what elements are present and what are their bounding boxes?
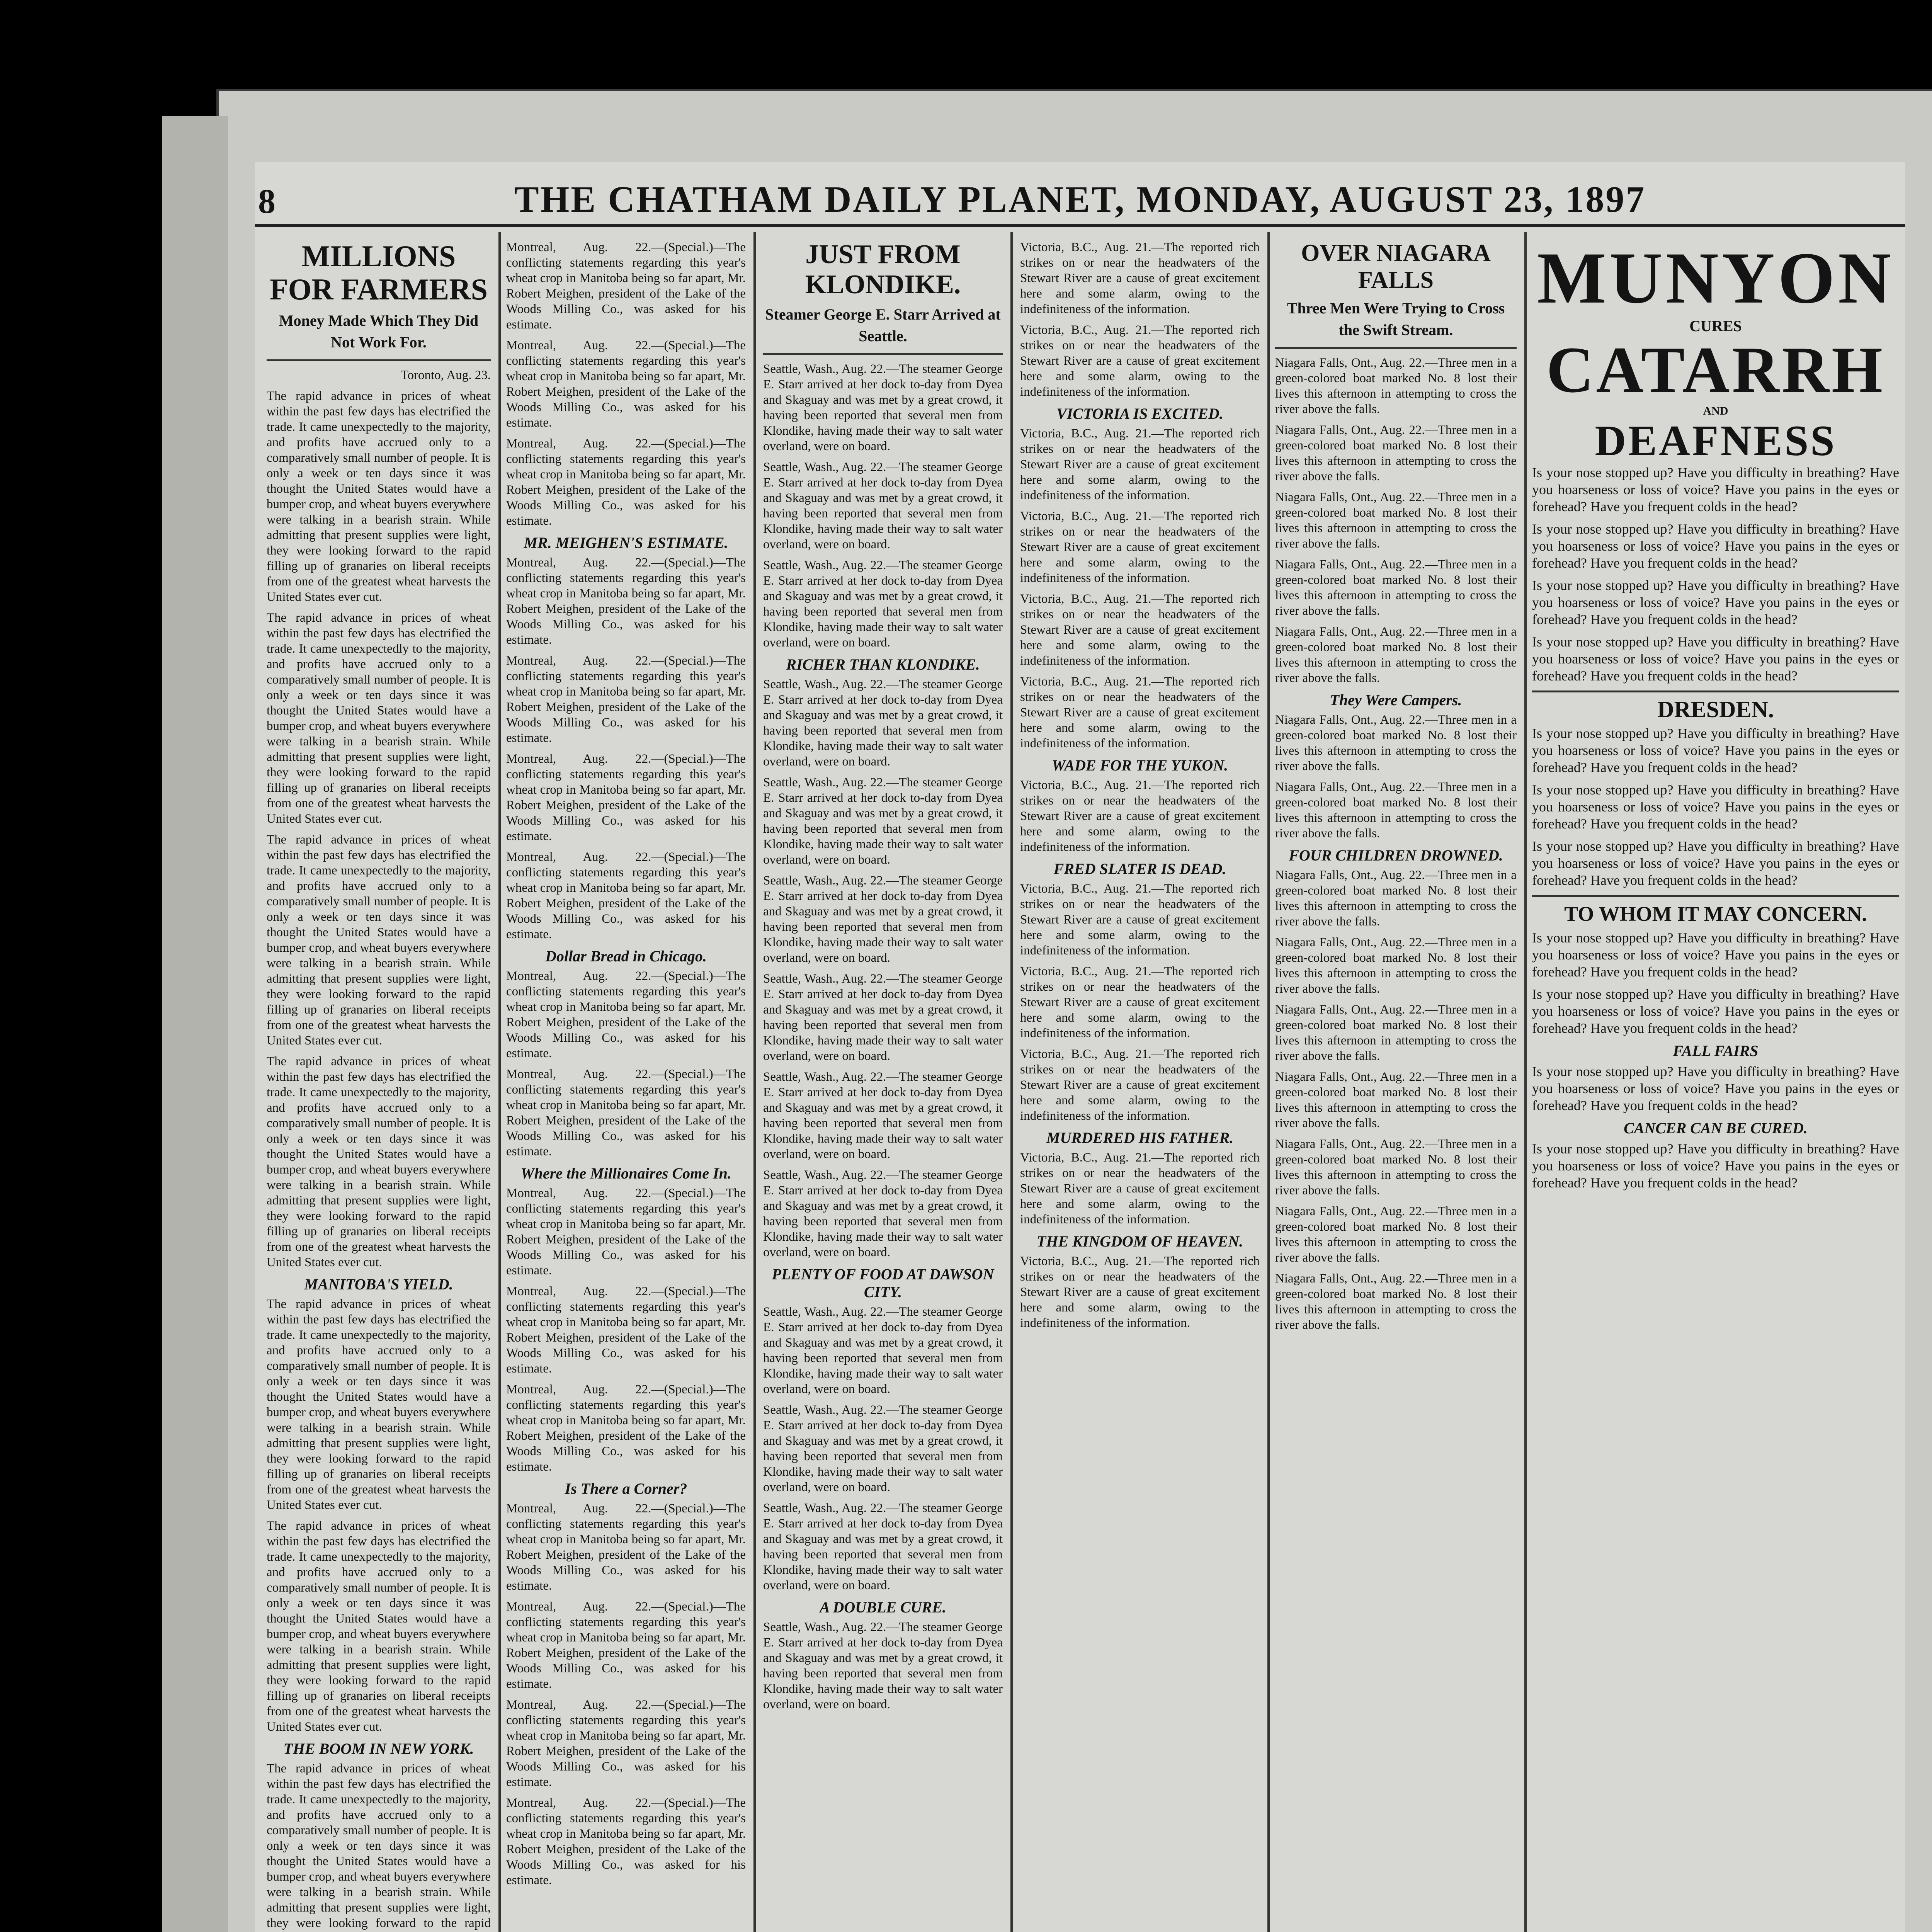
article-body: Seattle, Wash., Aug. 22.—The steamer George E. Starr arrived at her dock to-day from Dyea and Skaguay and was met by a great crowd, it having been reported that several men from Klondike, having made their way to salt water overland, were on board. bbox=[763, 1168, 1003, 1259]
article-body: Montreal, Aug. 22.—(Special.)—The conflicting statements regarding this year's wheat crop in Manitoba being so far apart, Mr. Robert Meighen, president of the Lake of the Woods Milling Co., was asked for his estimate. bbox=[506, 437, 746, 528]
subhead: Three Men Were Trying to Cross the Swift Stream. bbox=[1287, 299, 1505, 338]
column-4 bbox=[1020, 240, 1260, 1932]
article-body: Is your nose stopped up? Have you difficulty in breathing? Have you hoarseness or loss of voice? Have you pains in the eyes or forehead? Have you frequent colds in the head? bbox=[1532, 838, 1899, 888]
article-body: Montreal, Aug. 22.—(Special.)—The conflicting statements regarding this year's wheat crop in Manitoba being so far apart, Mr. Robert Meighen, president of the Lake of the Woods Milling Co., was asked for his estimate. bbox=[506, 1698, 746, 1789]
article-body: The rapid advance in prices of wheat within the past few days has electrified the trade. It came unexpectedly to the majority, and profits have accrued only to a comparatively small number of people. It is only a week or ten days since it was thought the United States would have a bumper crop, and wheat buyers everywhere were talking in a bearish strain. While admitting that present supplies were light, they were looking forward to the rapid filling up of granaries on liberal receipts from one of the greatest wheat harvests the United States ever cut. bbox=[267, 611, 491, 826]
article-body: Montreal, Aug. 22.—(Special.)—The conflicting statements regarding this year's wheat crop in Manitoba being so far apart, Mr. Robert Meighen, president of the Lake of the Woods Milling Co., was asked for his estimate. bbox=[506, 969, 746, 1060]
article-body: Niagara Falls, Ont., Aug. 22.—Three men in a green-colored boat marked No. 8 lost their lives this afternoon in attempting to cross the river above the falls. bbox=[1275, 423, 1517, 483]
section-heading: Is There a Corner? bbox=[565, 1480, 687, 1497]
article-body: Victoria, B.C., Aug. 21.—The reported rich strikes on or near the headwaters of the Stewart River are a cause of great excitement here and some alarm, owing to the indefiniteness of the information. bbox=[1020, 882, 1260, 957]
article-body: Victoria, B.C., Aug. 21.—The reported rich strikes on or near the headwaters of the Stewart River are a cause of great excitement here and some alarm, owing to the indefiniteness of the information. bbox=[1020, 592, 1260, 668]
article-body: Seattle, Wash., Aug. 22.—The steamer George E. Starr arrived at her dock to-day from Dyea and Skaguay and was met by a great crowd, it having been reported that several men from Klondike, having made their way to salt water overland, were on board. bbox=[763, 677, 1003, 769]
section-heading: Where the Millionaires Come In. bbox=[520, 1165, 731, 1182]
section-heading: RICHER THAN KLONDIKE. bbox=[786, 656, 980, 673]
article-body: Montreal, Aug. 22.—(Special.)—The conflicting statements regarding this year's wheat crop in Manitoba being so far apart, Mr. Robert Meighen, president of the Lake of the Woods Milling Co., was asked for his estimate. bbox=[506, 1067, 746, 1158]
article-body: Montreal, Aug. 22.—(Special.)—The conflicting statements regarding this year's wheat crop in Manitoba being so far apart, Mr. Robert Meighen, president of the Lake of the Woods Milling Co., was asked for his estimate. bbox=[506, 240, 746, 332]
article-body: The rapid advance in prices of wheat within the past few days has electrified the trade. It came unexpectedly to the majority, and profits have accrued only to a comparatively small number of people. It is only a week or ten days since it was thought the United States would have a bumper crop, and wheat buyers everywhere were talking in a bearish strain. While admitting that present supplies were light, they were looking forward to the rapid filling up of granaries on liberal receipts from one of the greatest wheat harvests the United States ever cut. bbox=[267, 1297, 491, 1512]
article-body: Niagara Falls, Ont., Aug. 22.—Three men in a green-colored boat marked No. 8 lost their lives this afternoon in attempting to cross the river above the falls. bbox=[1275, 356, 1517, 416]
article-body: Seattle, Wash., Aug. 22.—The steamer George E. Starr arrived at her dock to-day from Dyea and Skaguay and was met by a great crowd, it having been reported that several men from Klondike, having made their way to salt water overland, were on board. bbox=[763, 1070, 1003, 1161]
column-rule bbox=[498, 232, 501, 1932]
munyon-and: AND bbox=[1703, 405, 1728, 417]
ad-body: Is your nose stopped up? Have you difficulty in breathing? Have you hoarseness or loss of voice? Have you pains in the eyes or forehead? Have you frequent colds in the head? bbox=[1532, 578, 1899, 627]
section-heading: A DOUBLE CURE. bbox=[820, 1599, 946, 1616]
article-body: Is your nose stopped up? Have you difficulty in breathing? Have you hoarseness or loss of voice? Have you pains in the eyes or forehead? Have you frequent colds in the head? bbox=[1532, 726, 1899, 775]
article-body: Seattle, Wash., Aug. 22.—The steamer George E. Starr arrived at her dock to-day from Dyea and Skaguay and was met by a great crowd, it having been reported that several men from Klondike, having made their way to salt water overland, were on board. bbox=[763, 874, 1003, 965]
article-body: Victoria, B.C., Aug. 21.—The reported rich strikes on or near the headwaters of the Stewart River are a cause of great excitement here and some alarm, owing to the indefiniteness of the information. bbox=[1020, 1047, 1260, 1123]
page-edge-left bbox=[162, 116, 228, 1932]
article-body: Seattle, Wash., Aug. 22.—The steamer George E. Starr arrived at her dock to-day from Dyea and Skaguay and was met by a great crowd, it having been reported that several men from Klondike, having made their way to salt water overland, were on board. bbox=[763, 776, 1003, 867]
article-body: Niagara Falls, Ont., Aug. 22.—Three men in a green-colored boat marked No. 8 lost their lives this afternoon in attempting to cross the river above the falls. bbox=[1275, 1070, 1517, 1130]
divider bbox=[1275, 347, 1517, 349]
headline: MILLIONS FOR FARMERS bbox=[269, 240, 488, 306]
section-heading: THE KINGDOM OF HEAVEN. bbox=[1036, 1233, 1243, 1250]
article-body: Seattle, Wash., Aug. 22.—The steamer George E. Starr arrived at her dock to-day from Dyea and Skaguay and was met by a great crowd, it having been reported that several men from Klondike, having made their way to salt water overland, were on board. bbox=[763, 558, 1003, 650]
subhead: Money Made Which They Did Not Work For. bbox=[279, 312, 479, 351]
section-heading: MR. MEIGHEN'S ESTIMATE. bbox=[524, 534, 728, 551]
section-heading: Dollar Bread in Chicago. bbox=[545, 947, 707, 965]
article-body: The rapid advance in prices of wheat within the past few days has electrified the trade. It came unexpectedly to the majority, and profits have accrued only to a comparatively small number of people. It is only a week or ten days since it was thought the United States would have a bumper crop, and wheat buyers everywhere were talking in a bearish strain. While admitting that present supplies were light, they were looking forward to the rapid filling up of granaries on liberal receipts from one of the greatest wheat harvests the United States ever cut. bbox=[267, 1054, 491, 1269]
article-body: Victoria, B.C., Aug. 21.—The reported rich strikes on or near the headwaters of the Stewart River are a cause of great excitement here and some alarm, owing to the indefiniteness of the information. bbox=[1020, 240, 1260, 316]
article-body: The rapid advance in prices of wheat within the past few days has electrified the trade. It came unexpectedly to the majority, and profits have accrued only to a comparatively small number of people. It is only a week or ten days since it was thought the United States would have a bumper crop, and wheat buyers everywhere were talking in a bearish strain. While admitting that present supplies were light, they were looking forward to the rapid filling up of granaries on liberal receipts from one of the greatest wheat harvests the United States ever cut. bbox=[267, 833, 491, 1048]
divider bbox=[1532, 690, 1899, 692]
ad-body: Is your nose stopped up? Have you difficulty in breathing? Have you hoarseness or loss of voice? Have you pains in the eyes or forehead? Have you frequent colds in the head? bbox=[1532, 465, 1899, 514]
article-body: Seattle, Wash., Aug. 22.—The steamer George E. Starr arrived at her dock to-day from Dyea and Skaguay and was met by a great crowd, it having been reported that several men from Klondike, having made their way to salt water overland, were on board. bbox=[763, 460, 1003, 551]
article-body: Victoria, B.C., Aug. 21.—The reported rich strikes on or near the headwaters of the Stewart River are a cause of great excitement here and some alarm, owing to the indefiniteness of the information. bbox=[1020, 1254, 1260, 1330]
section-heading: TO WHOM IT MAY CONCERN. bbox=[1564, 902, 1867, 925]
article-body: Victoria, B.C., Aug. 21.—The reported rich strikes on or near the headwaters of the Stewart River are a cause of great excitement here and some alarm, owing to the indefiniteness of the information. bbox=[1020, 427, 1260, 502]
article-body: Niagara Falls, Ont., Aug. 22.—Three men in a green-colored boat marked No. 8 lost their lives this afternoon in attempting to cross the river above the falls. bbox=[1275, 625, 1517, 685]
article-body: Montreal, Aug. 22.—(Special.)—The conflicting statements regarding this year's wheat crop in Manitoba being so far apart, Mr. Robert Meighen, president of the Lake of the Woods Milling Co., was asked for his estimate. bbox=[506, 556, 746, 647]
section-heading: WADE FOR THE YUKON. bbox=[1051, 757, 1228, 774]
article-body: Is your nose stopped up? Have you difficulty in breathing? Have you hoarseness or loss of voice? Have you pains in the eyes or forehead? Have you frequent colds in the head? bbox=[1532, 986, 1899, 1036]
column-rule bbox=[1524, 232, 1527, 1932]
article-body: Victoria, B.C., Aug. 21.—The reported rich strikes on or near the headwaters of the Stewart River are a cause of great excitement here and some alarm, owing to the indefiniteness of the information. bbox=[1020, 675, 1260, 750]
munyon-catarrh: CATARRH bbox=[1546, 333, 1885, 406]
article-body: Montreal, Aug. 22.—(Special.)—The conflicting statements regarding this year's wheat crop in Manitoba being so far apart, Mr. Robert Meighen, president of the Lake of the Woods Milling Co., was asked for his estimate. bbox=[506, 850, 746, 941]
section-heading: FRED SLATER IS DEAD. bbox=[1053, 860, 1226, 878]
subhead: Steamer George E. Starr Arrived at Seattle. bbox=[765, 306, 1001, 345]
divider bbox=[1532, 895, 1899, 897]
column-rule bbox=[753, 232, 756, 1932]
section-heading: FALL FAIRS bbox=[1673, 1042, 1759, 1060]
article-body: Montreal, Aug. 22.—(Special.)—The conflicting statements regarding this year's wheat crop in Manitoba being so far apart, Mr. Robert Meighen, president of the Lake of the Woods Milling Co., was asked for his estimate. bbox=[506, 338, 746, 430]
section-heading: PLENTY OF FOOD AT DAWSON CITY. bbox=[772, 1265, 994, 1301]
article-body: Montreal, Aug. 22.—(Special.)—The conflicting statements regarding this year's wheat crop in Manitoba being so far apart, Mr. Robert Meighen, president of the Lake of the Woods Milling Co., was asked for his estimate. bbox=[506, 1383, 746, 1474]
dateline: Toronto, Aug. 23. bbox=[400, 368, 491, 382]
article-body: Seattle, Wash., Aug. 22.—The steamer George E. Starr arrived at her dock to-day from Dyea and Skaguay and was met by a great crowd, it having been reported that several men from Klondike, having made their way to salt water overland, were on board. bbox=[763, 972, 1003, 1063]
article-body: Montreal, Aug. 22.—(Special.)—The conflicting statements regarding this year's wheat crop in Manitoba being so far apart, Mr. Robert Meighen, president of the Lake of the Woods Milling Co., was asked for his estimate. bbox=[506, 654, 746, 745]
section-heading: CANCER CAN BE CURED. bbox=[1624, 1119, 1808, 1137]
column-6 bbox=[1532, 240, 1899, 1932]
article-body: Niagara Falls, Ont., Aug. 22.—Three men in a green-colored boat marked No. 8 lost their lives this afternoon in attempting to cross the river above the falls. bbox=[1275, 1204, 1517, 1265]
headline: JUST FROM KLONDIKE. bbox=[805, 240, 961, 299]
section-heading: FOUR CHILDREN DROWNED. bbox=[1289, 847, 1503, 864]
article-body: Is your nose stopped up? Have you difficulty in breathing? Have you hoarseness or loss of voice? Have you pains in the eyes or forehead? Have you frequent colds in the head? bbox=[1532, 1141, 1899, 1190]
article-body: Victoria, B.C., Aug. 21.—The reported rich strikes on or near the headwaters of the Stewart River are a cause of great excitement here and some alarm, owing to the indefiniteness of the information. bbox=[1020, 964, 1260, 1040]
page-number: 8 bbox=[258, 182, 276, 221]
article-body: Seattle, Wash., Aug. 22.—The steamer George E. Starr arrived at her dock to-day from Dyea and Skaguay and was met by a great crowd, it having been reported that several men from Klondike, having made their way to salt water overland, were on board. bbox=[763, 1305, 1003, 1396]
section-heading: THE BOOM IN NEW YORK. bbox=[283, 1740, 474, 1757]
column-5 bbox=[1275, 240, 1517, 1932]
article-body: The rapid advance in prices of wheat within the past few days has electrified the trade. It came unexpectedly to the majority, and profits have accrued only to a comparatively small number of people. It is only a week or ten days since it was thought the United States would have a bumper crop, and wheat buyers everywhere were talking in a bearish strain. While admitting that present supplies were light, they were looking forward to the rapid filling up of granaries on liberal receipts from one of the greatest wheat harvests the United States ever cut. bbox=[267, 1519, 491, 1734]
article-body: Montreal, Aug. 22.—(Special.)—The conflicting statements regarding this year's wheat crop in Manitoba being so far apart, Mr. Robert Meighen, president of the Lake of the Woods Milling Co., was asked for his estimate. bbox=[506, 1502, 746, 1593]
article-body: The rapid advance in prices of wheat within the past few days has electrified the trade. It came unexpectedly to the majority, and profits have accrued only to a comparatively small number of people. It is only a week or ten days since it was thought the United States would have a bumper crop, and wheat buyers everywhere were talking in a bearish strain. While admitting that present supplies were light, they were looking forward to the rapid filling up of granaries on liberal receipts from one of the greatest wheat harvests the United States ever cut. bbox=[267, 389, 491, 604]
article-body: Niagara Falls, Ont., Aug. 22.—Three men in a green-colored boat marked No. 8 lost their lives this afternoon in attempting to cross the river above the falls. bbox=[1275, 490, 1517, 551]
article-body: Victoria, B.C., Aug. 21.—The reported rich strikes on or near the headwaters of the Stewart River are a cause of great excitement here and some alarm, owing to the indefiniteness of the information. bbox=[1020, 509, 1260, 585]
article-body: Niagara Falls, Ont., Aug. 22.—Three men in a green-colored boat marked No. 8 lost their lives this afternoon in attempting to cross the river above the falls. bbox=[1275, 935, 1517, 996]
article-body: Montreal, Aug. 22.—(Special.)—The conflicting statements regarding this year's wheat crop in Manitoba being so far apart, Mr. Robert Meighen, president of the Lake of the Woods Milling Co., was asked for his estimate. bbox=[506, 752, 746, 843]
article-body: Niagara Falls, Ont., Aug. 22.—Three men in a green-colored boat marked No. 8 lost their lives this afternoon in attempting to cross the river above the falls. bbox=[1275, 713, 1517, 773]
munyon-ad-title: MUNYON bbox=[1537, 240, 1894, 319]
headline: OVER NIAGARA FALLS bbox=[1301, 240, 1491, 293]
article-body: Niagara Falls, Ont., Aug. 22.—Three men in a green-colored boat marked No. 8 lost their lives this afternoon in attempting to cross the river above the falls. bbox=[1275, 1003, 1517, 1063]
article-body: Montreal, Aug. 22.—(Special.)—The conflicting statements regarding this year's wheat crop in Manitoba being so far apart, Mr. Robert Meighen, president of the Lake of the Woods Milling Co., was asked for his estimate. bbox=[506, 1600, 746, 1691]
section-heading: DRESDEN. bbox=[1657, 697, 1774, 722]
article-body: Seattle, Wash., Aug. 22.—The steamer George E. Starr arrived at her dock to-day from Dyea and Skaguay and was met by a great crowd, it having been reported that several men from Klondike, having made their way to salt water overland, were on board. bbox=[763, 1501, 1003, 1592]
masthead-title: THE CHATHAM DAILY PLANET, MONDAY, AUGUST 23, 1897 bbox=[514, 179, 1646, 220]
munyon-deafness: DEAFNESS bbox=[1595, 417, 1837, 465]
article-body: The rapid advance in prices of wheat within the past few days has electrified the trade. It came unexpectedly to the majority, and profits have accrued only to a comparatively small number of people. It is only a week or ten days since it was thought the United States would have a bumper crop, and wheat buyers everywhere were talking in a bearish strain. While admitting that present supplies were light, they were looking forward to the rapid bbox=[267, 1762, 491, 1930]
ad-body: Is your nose stopped up? Have you difficulty in breathing? Have you hoarseness or loss of voice? Have you pains in the eyes or forehead? Have you frequent colds in the head? bbox=[1532, 634, 1899, 684]
divider bbox=[267, 359, 491, 361]
article-body: Niagara Falls, Ont., Aug. 22.—Three men in a green-colored boat marked No. 8 lost their lives this afternoon in attempting to cross the river above the falls. bbox=[1275, 1272, 1517, 1332]
article-body: Montreal, Aug. 22.—(Special.)—The conflicting statements regarding this year's wheat crop in Manitoba being so far apart, Mr. Robert Meighen, president of the Lake of the Woods Milling Co., was asked for his estimate. bbox=[506, 1186, 746, 1277]
article-body: Niagara Falls, Ont., Aug. 22.—Three men in a green-colored boat marked No. 8 lost their lives this afternoon in attempting to cross the river above the falls. bbox=[1275, 1137, 1517, 1197]
column-3 bbox=[763, 240, 1003, 1932]
article-body: Seattle, Wash., Aug. 22.—The steamer George E. Starr arrived at her dock to-day from Dyea and Skaguay and was met by a great crowd, it having been reported that several men from Klondike, having made their way to salt water overland, were on board. bbox=[763, 362, 1003, 453]
article-body: Niagara Falls, Ont., Aug. 22.—Three men in a green-colored boat marked No. 8 lost their lives this afternoon in attempting to cross the river above the falls. bbox=[1275, 780, 1517, 840]
article-body: Montreal, Aug. 22.—(Special.)—The conflicting statements regarding this year's wheat crop in Manitoba being so far apart, Mr. Robert Meighen, president of the Lake of the Woods Milling Co., was asked for his estimate. bbox=[506, 1796, 746, 1887]
column-2 bbox=[506, 240, 746, 1932]
column-rule bbox=[1010, 232, 1013, 1932]
article-body: Seattle, Wash., Aug. 22.—The steamer George E. Starr arrived at her dock to-day from Dyea and Skaguay and was met by a great crowd, it having been reported that several men from Klondike, having made their way to salt water overland, were on board. bbox=[763, 1620, 1003, 1711]
article-body: Victoria, B.C., Aug. 21.—The reported rich strikes on or near the headwaters of the Stewart River are a cause of great excitement here and some alarm, owing to the indefiniteness of the information. bbox=[1020, 1151, 1260, 1226]
article-body: Montreal, Aug. 22.—(Special.)—The conflicting statements regarding this year's wheat crop in Manitoba being so far apart, Mr. Robert Meighen, president of the Lake of the Woods Milling Co., was asked for his estimate. bbox=[506, 1284, 746, 1376]
column-rule bbox=[1267, 232, 1270, 1932]
section-heading: MURDERED HIS FATHER. bbox=[1046, 1129, 1234, 1146]
ad-body: Is your nose stopped up? Have you difficulty in breathing? Have you hoarseness or loss of voice? Have you pains in the eyes or forehead? Have you frequent colds in the head? bbox=[1532, 521, 1899, 571]
column-1 bbox=[267, 240, 491, 1932]
section-heading: VICTORIA IS EXCITED. bbox=[1056, 405, 1223, 422]
article-body: Niagara Falls, Ont., Aug. 22.—Three men in a green-colored boat marked No. 8 lost their lives this afternoon in attempting to cross the river above the falls. bbox=[1275, 558, 1517, 618]
article-body: Victoria, B.C., Aug. 21.—The reported rich strikes on or near the headwaters of the Stewart River are a cause of great excitement here and some alarm, owing to the indefiniteness of the information. bbox=[1020, 323, 1260, 399]
article-body: Victoria, B.C., Aug. 21.—The reported rich strikes on or near the headwaters of the Stewart River are a cause of great excitement here and some alarm, owing to the indefiniteness of the information. bbox=[1020, 778, 1260, 854]
article-body: Is your nose stopped up? Have you difficulty in breathing? Have you hoarseness or loss of voice? Have you pains in the eyes or forehead? Have you frequent colds in the head? bbox=[1532, 1064, 1899, 1113]
masthead bbox=[255, 166, 1905, 227]
article-body: Is your nose stopped up? Have you difficulty in breathing? Have you hoarseness or loss of voice? Have you pains in the eyes or forehead? Have you frequent colds in the head? bbox=[1532, 930, 1899, 980]
munyon-cures: CURES bbox=[1689, 317, 1742, 335]
divider bbox=[763, 353, 1003, 355]
article-body: Is your nose stopped up? Have you difficulty in breathing? Have you hoarseness or loss of voice? Have you pains in the eyes or forehead? Have you frequent colds in the head? bbox=[1532, 782, 1899, 832]
article-body: Niagara Falls, Ont., Aug. 22.—Three men in a green-colored boat marked No. 8 lost their lives this afternoon in attempting to cross the river above the falls. bbox=[1275, 868, 1517, 929]
section-heading: They Were Campers. bbox=[1330, 691, 1462, 709]
article-body: Seattle, Wash., Aug. 22.—The steamer George E. Starr arrived at her dock to-day from Dyea and Skaguay and was met by a great crowd, it having been reported that several men from Klondike, having made their way to salt water overland, were on board. bbox=[763, 1403, 1003, 1494]
section-heading: MANITOBA'S YIELD. bbox=[304, 1276, 453, 1293]
